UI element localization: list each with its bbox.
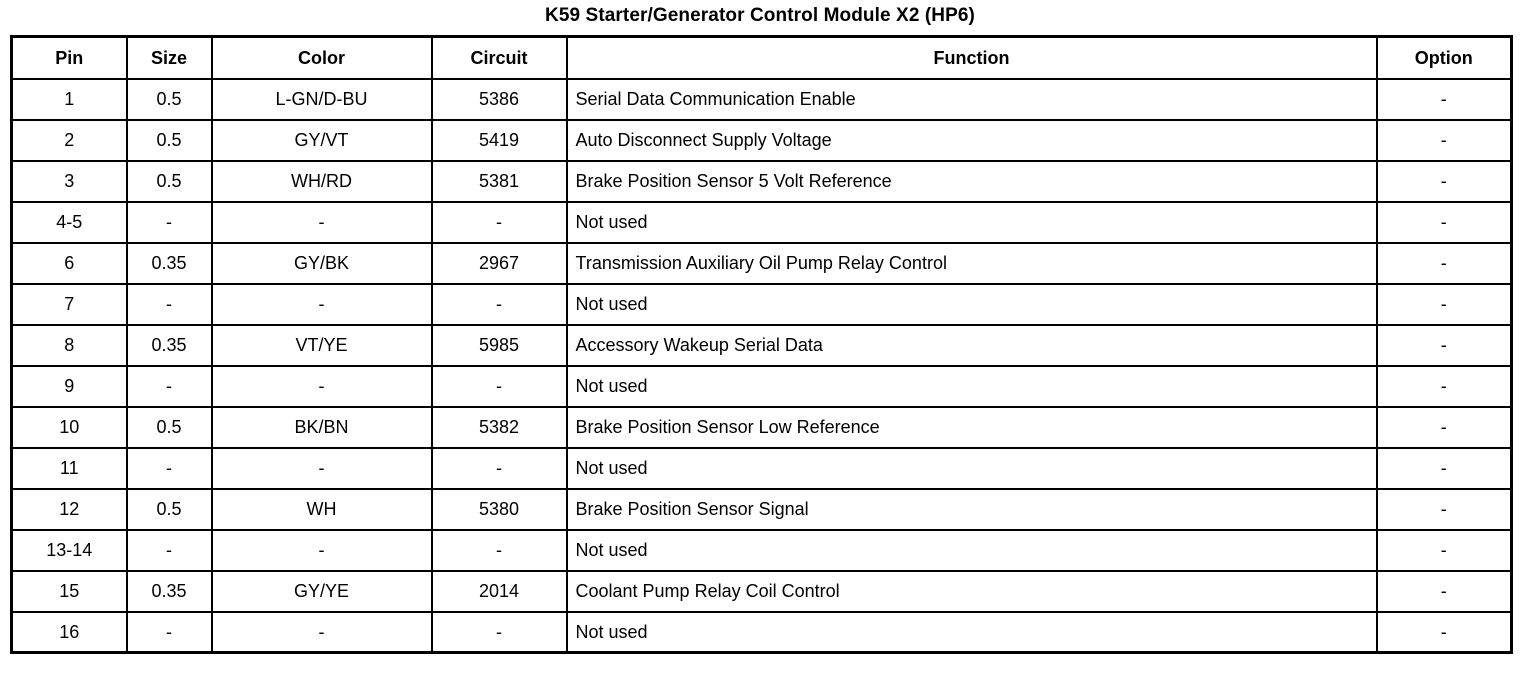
cell-color: WH/RD [212, 161, 432, 202]
cell-circuit: 2014 [432, 571, 567, 612]
table-row [12, 407, 1512, 448]
cell-circuit: - [432, 612, 567, 653]
column-header-pin: Pin [12, 37, 127, 79]
cell-option: - [1377, 530, 1512, 571]
cell-pin: 10 [12, 407, 127, 448]
cell-color: - [212, 448, 432, 489]
table-row [12, 366, 1512, 407]
pinout-table [10, 35, 1513, 654]
table-row [12, 325, 1512, 366]
cell-pin: 3 [12, 161, 127, 202]
cell-option: - [1377, 571, 1512, 612]
cell-size: - [127, 366, 212, 407]
cell-pin: 8 [12, 325, 127, 366]
table-row [12, 530, 1512, 571]
cell-circuit: 5985 [432, 325, 567, 366]
cell-function: Accessory Wakeup Serial Data [567, 325, 1377, 366]
cell-function: Not used [567, 530, 1377, 571]
cell-function: Serial Data Communication Enable [567, 79, 1377, 120]
column-header-color: Color [212, 37, 432, 79]
table-row [12, 120, 1512, 161]
cell-pin: 4-5 [12, 202, 127, 243]
cell-color: GY/BK [212, 243, 432, 284]
table-row [12, 448, 1512, 489]
cell-function: Coolant Pump Relay Coil Control [567, 571, 1377, 612]
cell-color: BK/BN [212, 407, 432, 448]
cell-size: 0.35 [127, 571, 212, 612]
column-header-circuit: Circuit [432, 37, 567, 79]
cell-size: - [127, 202, 212, 243]
cell-color: VT/YE [212, 325, 432, 366]
cell-circuit: - [432, 448, 567, 489]
cell-pin: 2 [12, 120, 127, 161]
cell-size: 0.5 [127, 120, 212, 161]
cell-pin: 9 [12, 366, 127, 407]
column-header-function: Function [567, 37, 1377, 79]
cell-function: Brake Position Sensor Signal [567, 489, 1377, 530]
cell-function: Not used [567, 202, 1377, 243]
cell-option: - [1377, 407, 1512, 448]
cell-color: - [212, 284, 432, 325]
column-header-option: Option [1377, 37, 1512, 79]
cell-pin: 7 [12, 284, 127, 325]
cell-circuit: - [432, 366, 567, 407]
cell-pin: 12 [12, 489, 127, 530]
cell-size: 0.35 [127, 325, 212, 366]
table-row [12, 571, 1512, 612]
cell-option: - [1377, 243, 1512, 284]
cell-option: - [1377, 612, 1512, 653]
cell-function: Brake Position Sensor Low Reference [567, 407, 1377, 448]
cell-color: GY/VT [212, 120, 432, 161]
cell-function: Not used [567, 448, 1377, 489]
cell-color: - [212, 612, 432, 653]
cell-option: - [1377, 120, 1512, 161]
cell-pin: 11 [12, 448, 127, 489]
cell-color: - [212, 366, 432, 407]
cell-circuit: 5386 [432, 79, 567, 120]
cell-color: - [212, 202, 432, 243]
cell-option: - [1377, 284, 1512, 325]
table-header [12, 37, 1512, 79]
cell-circuit: 5380 [432, 489, 567, 530]
cell-option: - [1377, 489, 1512, 530]
cell-pin: 16 [12, 612, 127, 653]
table-row [12, 161, 1512, 202]
table-row [12, 612, 1512, 653]
page-title: K59 Starter/Generator Control Module X2 (HP6) [545, 5, 975, 26]
cell-size: 0.5 [127, 79, 212, 120]
cell-color: WH [212, 489, 432, 530]
cell-circuit: - [432, 284, 567, 325]
cell-circuit: - [432, 202, 567, 243]
cell-pin: 6 [12, 243, 127, 284]
cell-option: - [1377, 448, 1512, 489]
column-header-size: Size [127, 37, 212, 79]
cell-function: Not used [567, 366, 1377, 407]
cell-color: GY/YE [212, 571, 432, 612]
cell-circuit: 5419 [432, 120, 567, 161]
table-row [12, 202, 1512, 243]
cell-circuit: 2967 [432, 243, 567, 284]
table-row [12, 284, 1512, 325]
cell-color: L-GN/D-BU [212, 79, 432, 120]
cell-size: - [127, 448, 212, 489]
cell-size: 0.5 [127, 161, 212, 202]
cell-option: - [1377, 366, 1512, 407]
cell-function: Not used [567, 612, 1377, 653]
cell-pin: 13-14 [12, 530, 127, 571]
cell-function: Transmission Auxiliary Oil Pump Relay Control [567, 243, 1377, 284]
table-row [12, 489, 1512, 530]
cell-size: 0.5 [127, 407, 212, 448]
cell-option: - [1377, 325, 1512, 366]
cell-pin: 1 [12, 79, 127, 120]
table-header-row [12, 37, 1512, 79]
cell-pin: 15 [12, 571, 127, 612]
cell-circuit: 5381 [432, 161, 567, 202]
cell-size: - [127, 530, 212, 571]
cell-color: - [212, 530, 432, 571]
cell-option: - [1377, 79, 1512, 120]
cell-size: - [127, 612, 212, 653]
cell-function: Not used [567, 284, 1377, 325]
cell-option: - [1377, 161, 1512, 202]
cell-option: - [1377, 202, 1512, 243]
cell-circuit: - [432, 530, 567, 571]
cell-size: 0.5 [127, 489, 212, 530]
table-row [12, 79, 1512, 120]
table-body [12, 79, 1512, 653]
cell-function: Auto Disconnect Supply Voltage [567, 120, 1377, 161]
cell-function: Brake Position Sensor 5 Volt Reference [567, 161, 1377, 202]
table-row [12, 243, 1512, 284]
cell-size: - [127, 284, 212, 325]
cell-circuit: 5382 [432, 407, 567, 448]
cell-size: 0.35 [127, 243, 212, 284]
